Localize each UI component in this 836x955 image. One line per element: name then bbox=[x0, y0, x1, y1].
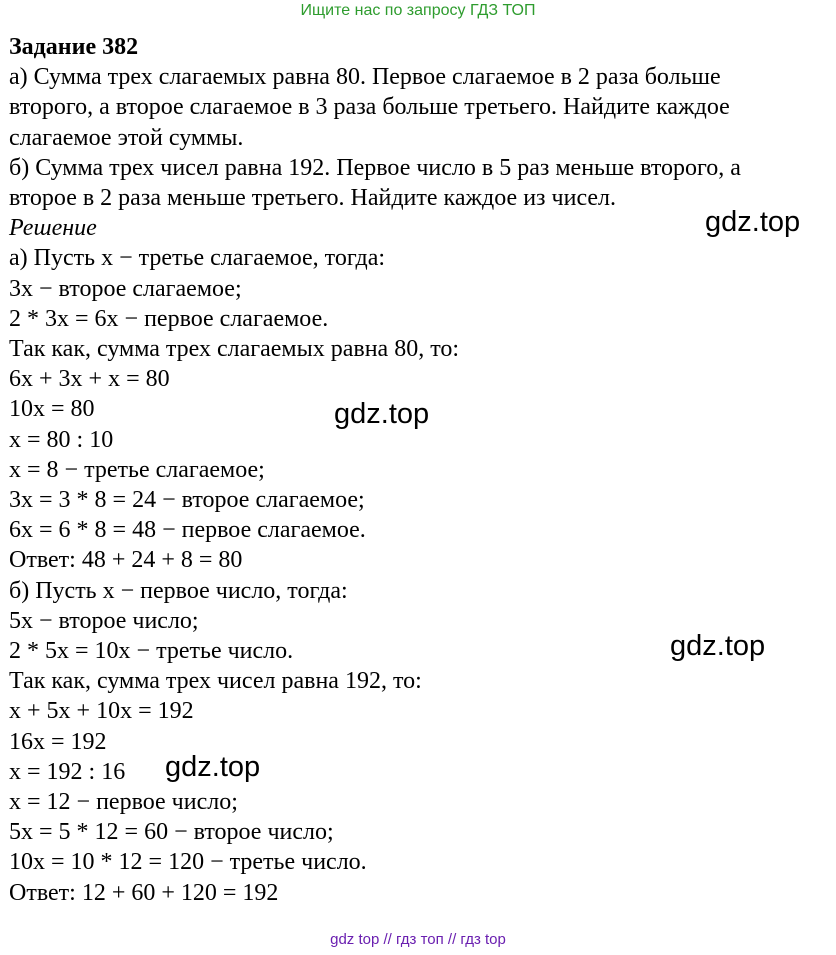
watermark: gdz.top bbox=[165, 751, 261, 783]
condition-line: б) Сумма трех чисел равна 192. Первое число в 5 раз меньше второго, а bbox=[9, 154, 741, 181]
solution-line: Так как, сумма трех слагаемых равна 80, то: bbox=[9, 336, 460, 363]
solution-line: 10x = 80 bbox=[9, 396, 95, 423]
solution-line: б) Пусть x − первое число, тогда: bbox=[9, 577, 348, 604]
condition-line: второе в 2 раза меньше третьего. Найдите каждое из чисел. bbox=[9, 185, 617, 212]
solution-line: 5x − второе число; bbox=[9, 607, 199, 634]
answer-line: Ответ: 12 + 60 + 120 = 192 bbox=[9, 879, 279, 906]
solution-line: x = 80 : 10 bbox=[9, 426, 114, 453]
solution-body bbox=[9, 243, 829, 907]
solution-line: x = 12 − первое число; bbox=[9, 789, 238, 816]
condition-line: а) Сумма трех слагаемых равна 80. Первое слагаемое в 2 раза больше bbox=[9, 64, 721, 91]
watermark: gdz.top bbox=[334, 398, 430, 430]
watermark: gdz.top bbox=[670, 630, 766, 662]
bottom-banner: gdz top // гдз топ // гдз top bbox=[330, 931, 506, 948]
watermark: gdz.top bbox=[705, 206, 801, 238]
answer-line: Ответ: 48 + 24 + 8 = 80 bbox=[9, 547, 243, 574]
solution-line: x = 8 − третье слагаемое; bbox=[9, 456, 265, 483]
task-document bbox=[9, 32, 829, 908]
top-banner: Ищите нас по запросу ГДЗ ТОП bbox=[300, 2, 536, 19]
solution-line: 6x = 6 * 8 = 48 − первое слагаемое. bbox=[9, 517, 366, 544]
solution-line: 2 * 5x = 10x − третье число. bbox=[9, 638, 294, 665]
solution-line: 3x − второе слагаемое; bbox=[9, 275, 242, 302]
solution-line: 5x = 5 * 12 = 60 − второе число; bbox=[9, 819, 334, 846]
solution-line: а) Пусть x − третье слагаемое, тогда: bbox=[9, 245, 386, 272]
solution-line: 2 * 3x = 6x − первое слагаемое. bbox=[9, 305, 329, 332]
task-title: Задание 382 bbox=[9, 34, 139, 60]
solution-heading: Решение bbox=[9, 215, 97, 242]
solution-line: 16x = 192 bbox=[9, 728, 107, 755]
solution-line: 10x = 10 * 12 = 120 − третье число. bbox=[9, 849, 367, 876]
solution-line: x + 5x + 10x = 192 bbox=[9, 698, 194, 725]
condition-line: второго, а второе слагаемое в 3 раза больше третьего. Найдите каждое bbox=[9, 94, 730, 121]
condition-line: слагаемое этой суммы. bbox=[9, 124, 244, 151]
solution-line: x = 192 : 16 bbox=[9, 758, 126, 785]
task-condition bbox=[9, 62, 829, 213]
solution-line: 3x = 3 * 8 = 24 − второе слагаемое; bbox=[9, 487, 365, 514]
solution-line: Так как, сумма трех чисел равна 192, то: bbox=[9, 668, 422, 695]
solution-line: 6x + 3x + x = 80 bbox=[9, 366, 170, 393]
